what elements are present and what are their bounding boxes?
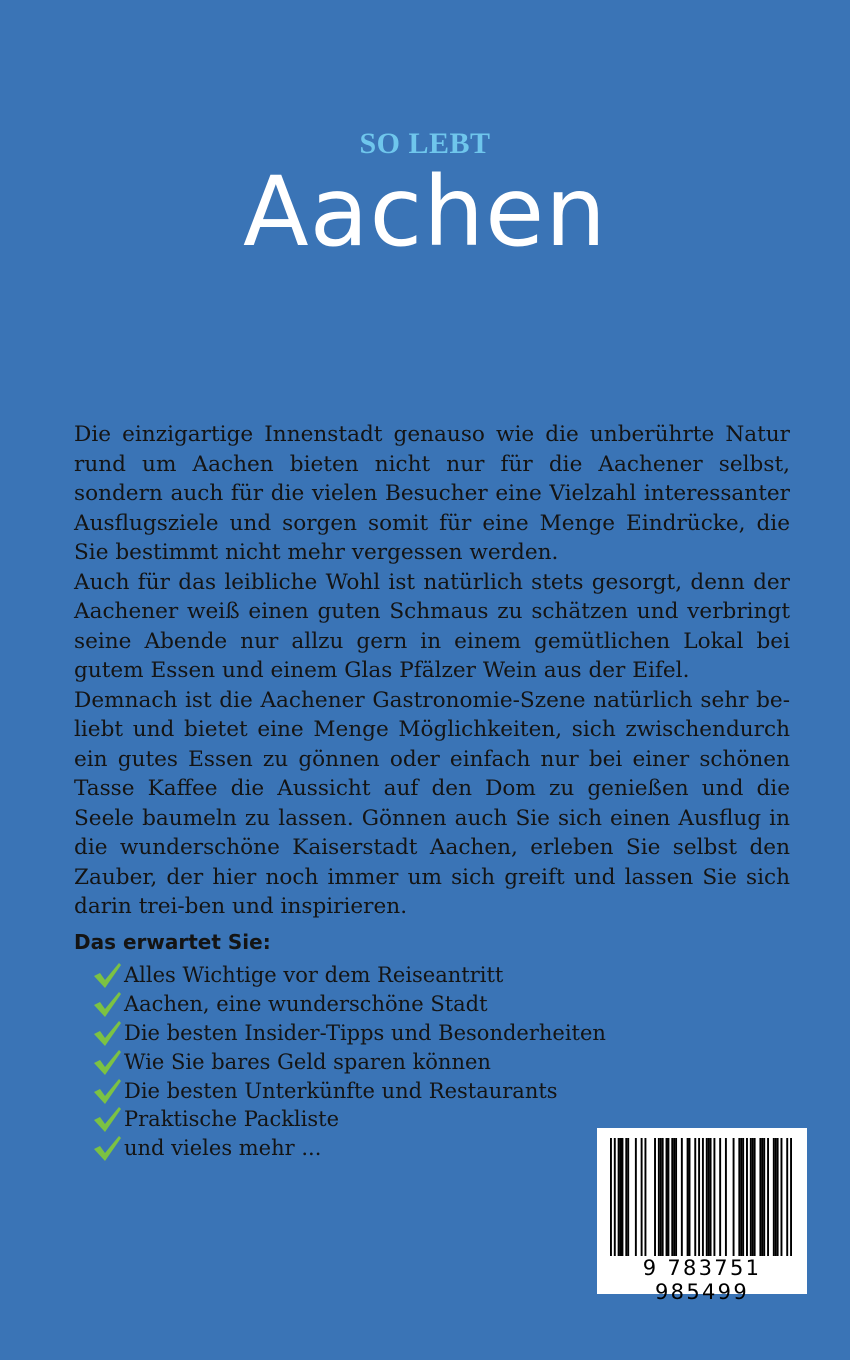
list-item <box>92 1047 606 1076</box>
barcode-bar <box>614 1138 616 1256</box>
checkmark-icon <box>92 990 122 1018</box>
blurb-text <box>74 420 790 922</box>
blurb-paragraph: Die einzigartige Innenstadt genauso wie die unberührte Natur rund um Aachen bieten nicht nur für die Aachener selbst, sondern auch für die vielen Besucher eine Vielzahl interessanter Ausflugsziele und sorgen somit für eine Menge Eindrücke, die Sie bestimmt nicht mehr vergessen werden. <box>74 422 790 565</box>
list-item <box>92 1019 606 1048</box>
barcode-bar <box>752 1138 754 1256</box>
barcode-bar <box>702 1138 704 1256</box>
list-item <box>92 1076 606 1105</box>
barcode-bar <box>754 1138 756 1256</box>
checkmark-icon <box>92 961 122 989</box>
barcode-bar <box>786 1138 788 1256</box>
barcode-bar <box>781 1138 783 1256</box>
barcode-bar <box>625 1138 627 1256</box>
barcode-bar <box>660 1138 662 1256</box>
barcode-bar <box>662 1138 664 1256</box>
blurb-paragraph: Demnach ist die Aachener Gastronomie-Szene natürlich sehr beliebt und bietet eine Menge Möglichkeiten, sich zwischendurch ein gutes Essen zu gönnen oder einfach nur bei einer schönen Tasse Kaffee die Aussicht auf den Dom zu genießen und die Seele baumeln zu lassen. Gönnen auch Sie sich einen Ausflug in die wunderschöne Kaiserstadt Aachen, erleben Sie selbst den Zauber, der hier noch immer um sich greift und lassen Sie sich darin trei-ben und inspirieren. <box>74 687 790 919</box>
barcode-bar <box>773 1138 775 1256</box>
barcode-bar <box>644 1138 646 1256</box>
feature-label: Aachen, eine wunderschöne Stadt <box>124 992 488 1017</box>
barcode-bar <box>689 1138 691 1256</box>
list-item <box>92 990 606 1019</box>
feature-list <box>92 961 606 1163</box>
barcode-bar <box>621 1138 623 1256</box>
barcode-bar <box>742 1138 744 1256</box>
barcode-bar <box>654 1138 656 1256</box>
barcode-bar <box>620 1138 622 1256</box>
checkmark-icon <box>92 1048 122 1076</box>
list-item <box>92 1134 606 1163</box>
isbn-digits: 9 783751 985499 <box>642 1256 762 1304</box>
barcode-bar <box>767 1138 769 1256</box>
barcode-bar <box>710 1138 712 1256</box>
barcode-bar <box>708 1138 710 1256</box>
barcode-bar <box>719 1138 721 1256</box>
feature-label: und vieles mehr ... <box>124 1136 322 1161</box>
checkmark-icon <box>92 1077 122 1105</box>
barcode-bar <box>698 1138 700 1256</box>
barcode-bar <box>627 1138 629 1256</box>
feature-label: Wie Sie bares Geld sparen können <box>124 1049 491 1074</box>
barcode-bar <box>759 1138 761 1256</box>
barcode-bar <box>746 1138 748 1256</box>
book-title: Aachen <box>242 156 608 268</box>
barcode-bar <box>694 1138 696 1256</box>
barcode-bar <box>671 1138 673 1256</box>
barcode-bar <box>681 1138 683 1256</box>
feature-label: Alles Wichtige vor dem Reiseantritt <box>124 963 504 988</box>
barcode-bar <box>761 1138 763 1256</box>
features-heading: Das erwartet Sie: <box>74 930 271 954</box>
barcode-bar <box>733 1138 735 1256</box>
barcode-bar <box>790 1138 792 1256</box>
barcode-bar <box>777 1138 779 1256</box>
barcode-bar <box>713 1138 715 1256</box>
barcode-bar <box>610 1138 612 1256</box>
series-overline: SO LEBT <box>359 127 491 160</box>
barcode-bar <box>687 1138 689 1256</box>
barcode-bar <box>750 1138 752 1256</box>
barcode-bar <box>618 1138 620 1256</box>
barcode-bar <box>725 1138 727 1256</box>
feature-label: Die besten Unterkünfte und Restaurants <box>124 1078 558 1103</box>
barcode-bar <box>763 1138 765 1256</box>
checkmark-icon <box>92 1134 122 1162</box>
barcode-bar <box>775 1138 777 1256</box>
barcode-bar <box>706 1138 708 1256</box>
blurb-paragraph: Auch für das leibliche Wohl ist natürlich stets gesorgt, denn der Aachener weiß einen guten Schmaus zu schätzen und verbringt seine Abende nur allzu gern in einem gemütlichen Lokal bei gutem Essen und einem Glas Pfälzer Wein aus der Eifel. <box>74 569 790 683</box>
checkmark-icon <box>92 1019 122 1047</box>
list-item <box>92 961 606 990</box>
barcode-bar <box>740 1138 742 1256</box>
barcode-bar <box>658 1138 660 1256</box>
feature-label: Praktische Packliste <box>124 1107 340 1132</box>
checkmark-icon <box>92 1105 122 1133</box>
barcode-bar <box>738 1138 740 1256</box>
barcode-bar <box>635 1138 637 1256</box>
barcode-bars <box>610 1138 792 1256</box>
barcode-bar <box>673 1138 675 1256</box>
list-item <box>92 1105 606 1134</box>
barcode-bar <box>675 1138 677 1256</box>
barcode-bar <box>667 1138 669 1256</box>
barcode-bar <box>666 1138 668 1256</box>
barcode-bar <box>641 1138 643 1256</box>
feature-label: Die besten Insider-Tipps und Besonderheiten <box>124 1020 606 1045</box>
barcode <box>597 1128 807 1304</box>
